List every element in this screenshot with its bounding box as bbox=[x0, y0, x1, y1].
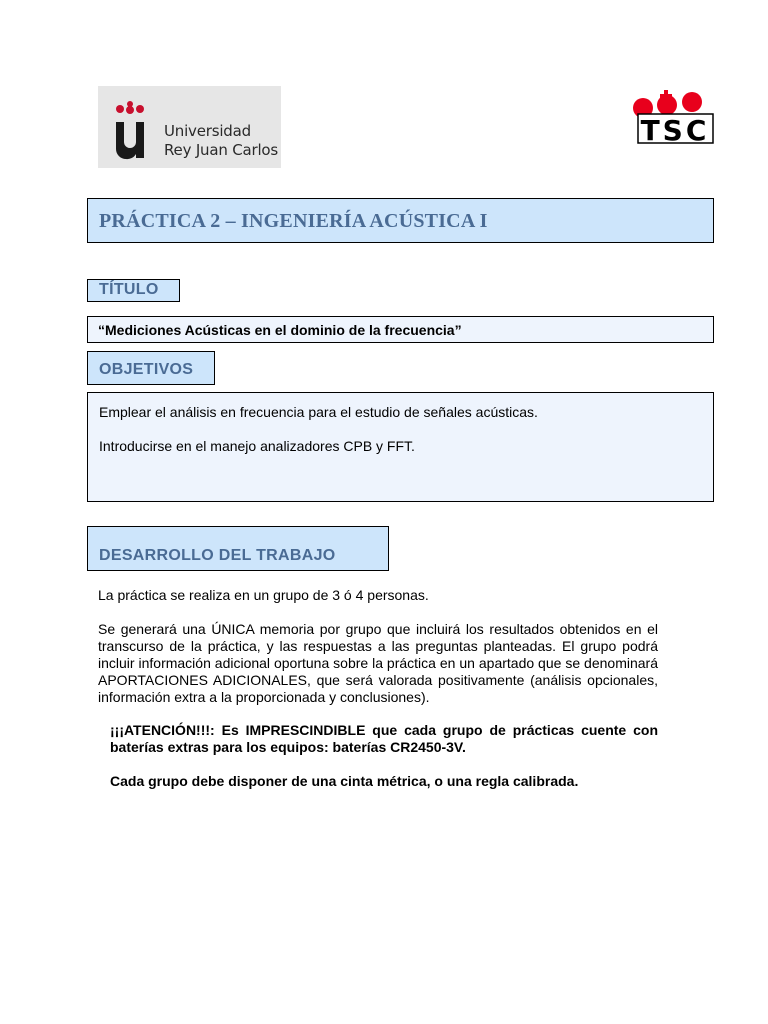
practice-title-box bbox=[87, 198, 714, 243]
desarrollo-label: DESARROLLO DEL TRABAJO bbox=[99, 547, 336, 564]
urjc-crown-icon bbox=[110, 100, 150, 160]
urjc-logo-text bbox=[164, 122, 278, 160]
tsc-logo-text: TSC bbox=[640, 114, 710, 146]
practice-title: PRÁCTICA 2 – INGENIERÍA ACÚSTICA I bbox=[99, 210, 488, 232]
subject-box bbox=[87, 316, 714, 343]
subject-text: “Mediciones Acústicas en el dominio de la frecuencia” bbox=[98, 322, 462, 338]
desarrollo-label-box bbox=[87, 526, 389, 571]
note-paragraph: Cada grupo debe disponer de una cinta métrica, o una regla calibrada. bbox=[110, 773, 579, 789]
objetivo-item: Emplear el análisis en frecuencia para el estudio de señales acústicas. bbox=[99, 404, 538, 420]
body-paragraph-memoria: Se generará una ÚNICA memoria por grupo que incluirá los resultados obtenidos en el transcurso de la práctica, y las respuestas a las preguntas planteadas. El grupo podrá incluir información adicional oportuna sobre la práctica en un apartado que se denominará APORTACIONES ADICIONALES, que será valorada positivamente (análisis opcionales, información extra a la proporcionada y conclusiones). bbox=[98, 621, 658, 705]
urjc-logo-line1: Universidad bbox=[164, 122, 251, 140]
body-paragraph-group: La práctica se realiza en un grupo de 3 ó 4 personas. bbox=[98, 587, 429, 603]
objetivo-item: Introducirse en el manejo analizadores CPB y FFT. bbox=[99, 438, 415, 454]
titulo-label-box bbox=[87, 279, 180, 302]
urjc-logo bbox=[98, 86, 281, 168]
attention-paragraph: ¡¡¡ATENCIÓN!!!: Es IMPRESCINDIBLE que cada grupo de prácticas cuente con baterías extras para los equipos: baterías CR2450-3V. bbox=[110, 722, 658, 755]
urjc-logo-line2: Rey Juan Carlos bbox=[164, 141, 279, 159]
tsc-logo bbox=[630, 88, 716, 146]
objetivos-content-box bbox=[87, 392, 714, 502]
titulo-label: TÍTULO bbox=[99, 281, 159, 298]
objetivos-label: OBJETIVOS bbox=[99, 361, 194, 378]
objetivos-label-box bbox=[87, 351, 215, 385]
